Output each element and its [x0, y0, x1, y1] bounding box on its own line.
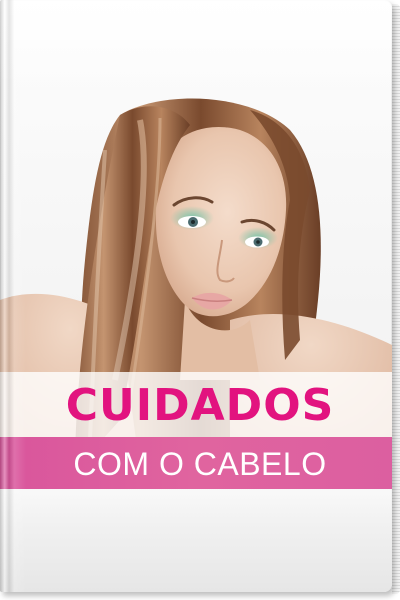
cover-subtitle: COM O CABELO [73, 446, 327, 482]
cover-title: CUIDADOS [65, 380, 335, 431]
cover-bottom-fade [0, 489, 392, 592]
book-page-edge [392, 4, 400, 594]
